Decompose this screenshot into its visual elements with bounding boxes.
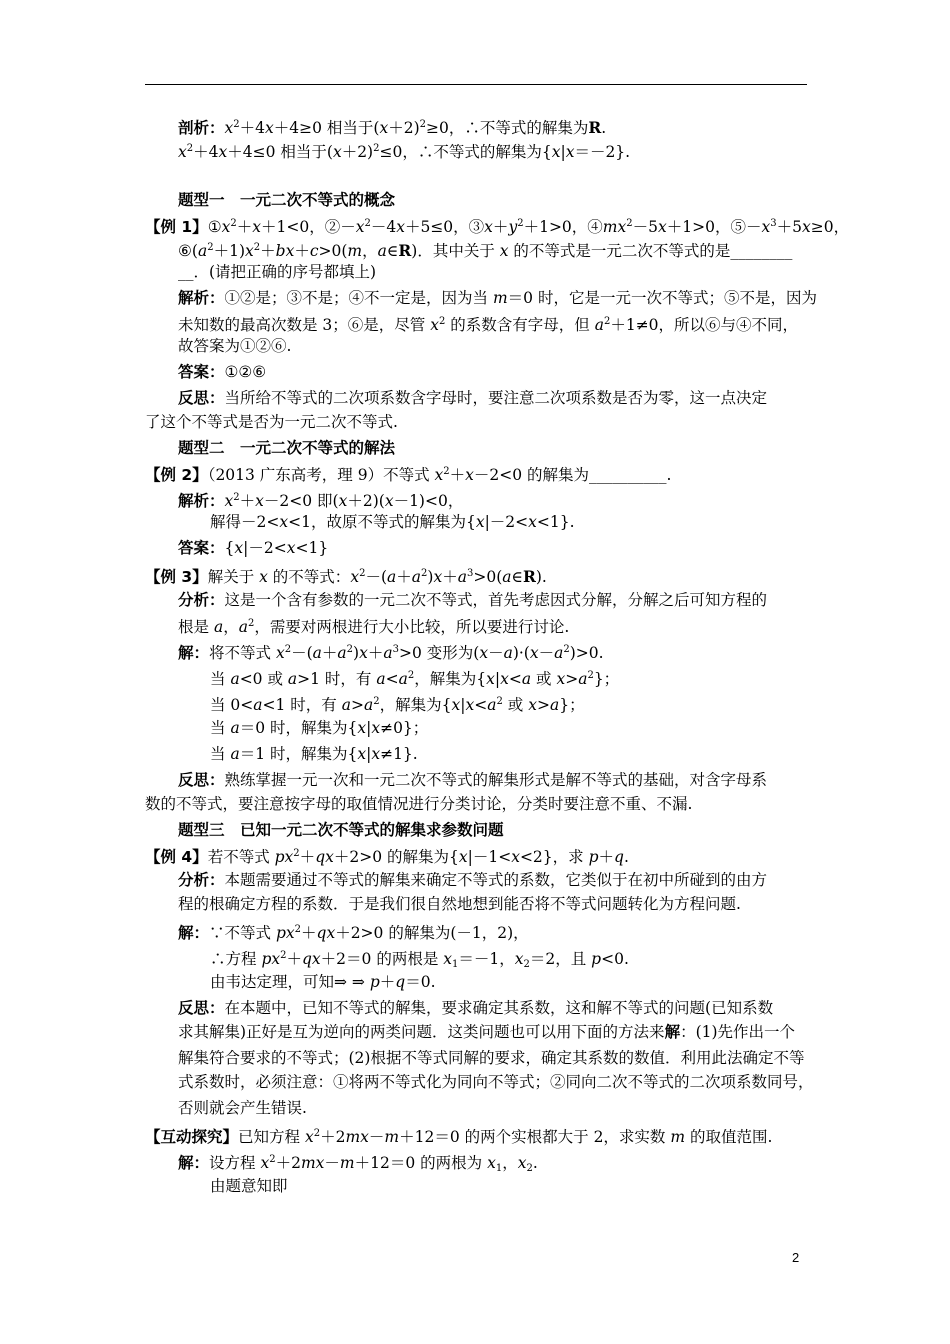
text-line: 剖析：$x^2+4x+4\ge 0$ 相当于$(x+2)^2\ge 0$，∴不等式的解集为R. (178, 118, 607, 137)
text-line: 当 a＝1 时，解集为{x|x≠1}. (210, 745, 418, 763)
text-line: 解：∵不等式 $px^2+qx+2>0$ 的解集为(－1，2)， (178, 924, 529, 942)
text-line: 【例 2】（2013 广东高考，理 9）不等式 $x^2+x-2<0$ 的解集为__________. (145, 466, 672, 484)
text-line: 分析：本题需要通过不等式的解集来确定不等式的系数，它类似于在初中所碰到的由方 (178, 871, 768, 889)
text-line: ∴方程 $px^2+qx+2=0$ 的两根是 $x_1=-1$，$x_2=2$，且 p<0. (210, 950, 629, 970)
text-line: 【互动探究】已知方程 $x^2+2mx-m+12=0$ 的两个实根都大于 2，求实数 m 的取值范围. (145, 1128, 773, 1146)
text-line: 式系数时，必须注意：①将两不等式化为同向不等式；②同向二次不等式的二次项系数同号， (178, 1073, 814, 1091)
text-line: 故答案为①②⑥. (178, 337, 292, 355)
text-line: 当 a<0 或 a>1 时，有 $a<a^2$，解集为{x|x<a 或 $x>a^2$}； (210, 670, 620, 688)
text-line: 未知数的最高次数是 3；⑥是，尽管 $x^2$ 的系数含有字母，但 $a^2+1\ne 0$，所以⑥与④不同， (178, 316, 799, 334)
text-line: 题型一 一元二次不等式的概念 (178, 191, 396, 209)
text-line: 【例 3】解关于 x 的不等式：$x^2-(a+a^2)x+a^3>0(a\in R)$. (145, 567, 547, 586)
text-line: 由题意知即 (210, 1177, 288, 1195)
text-line: 解：将不等式 $x^2-(a+a^2)x+a^3>0$ 变形为$(x-a)\cdot(x-a^2)>0$. (178, 644, 604, 662)
text-line: 解析：$x^2+x-2<0$ 即(x＋2)(x－1)<0， (178, 492, 464, 510)
text-line: 分析：这是一个含有参数的一元二次不等式，首先考虑因式分解，分解之后可知方程的 (178, 591, 768, 609)
text-line: 答案：{x|－2<x<1} (178, 539, 329, 557)
text-line: $x^2+4x+4\le 0$ 相当于$(x+2)^2\le 0$，∴不等式的解集为{x|x＝－2}. (178, 143, 631, 161)
text-line: 【例 4】若不等式 $px^2+qx+2>0$ 的解集为{x|－1<x<2}，求 p＋q. (145, 848, 629, 866)
text-line: 答案：①②⑥ (178, 363, 267, 381)
text-line: 了这个不等式是否为一元二次不等式. (145, 413, 398, 431)
text-line: 解得－2<x<1，故原不等式的解集为{x|－2<x<1}. (210, 513, 575, 531)
text-line: 根是 a，$a^2$，需要对两根进行大小比较，所以要进行讨论. (178, 618, 570, 636)
text-line: 当 a＝0 时，解集为{x|x≠0}； (210, 719, 429, 737)
text-line: 题型二 一元二次不等式的解法 (178, 439, 396, 457)
text-line: 反思：当所给不等式的二次项系数含字母时，要注意二次项系数是否为零，这一点决定 (178, 389, 768, 407)
text-line: __．(请把正确的序号都填上) (178, 263, 377, 281)
text-line: 由韦达定理，可知⇒ ⇒ p＋q＝0. (210, 973, 436, 991)
text-line: 反思：熟练掌握一元一次和一元二次不等式的解集形式是解不等式的基础，对含字母系 (178, 771, 768, 789)
text-line: 否则就会产生错误. (178, 1099, 307, 1117)
text-line: $⑥(a^2+1)x^2+bx+c>0(m$，a∈R)．其中关于 x 的不等式是一元二次不等式的是________ (178, 241, 793, 260)
text-line: 反思：在本题中，已知不等式的解集，要求确定其系数，这和解不等式的问题(已知系数 (178, 999, 774, 1017)
header-rule (145, 84, 807, 85)
text-line: 解：设方程 $x^2+2mx-m+12=0$ 的两根为 $x_1$，$x_2$. (178, 1154, 538, 1174)
text-line: 解集符合要求的不等式；(2)根据不等式同解的要求，确定其系数的数值．利用此法确定不等 (178, 1049, 805, 1067)
text-line: 程的根确定方程的系数．于是我们很自然地想到能否将不等式问题转化为方程问题. (178, 895, 741, 913)
text-line: 题型三 已知一元二次不等式的解集求参数问题 (178, 821, 504, 839)
text-line: 当 0<a<1 时，有 $a>a^2$，解集为{$x|x<a^2$ 或 x>a}； (210, 696, 585, 714)
page-number: 2 (792, 1250, 800, 1265)
text-line: 解析：①②是；③不是；④不一定是，因为当 m＝0 时，它是一元一次不等式；⑤不是，因为 (178, 289, 817, 307)
text-line: 数的不等式，要注意按字母的取值情况进行分类讨论，分类时要注意不重、不漏. (145, 795, 693, 813)
text-line: 求其解集)正好是互为逆向的两类问题．这类问题也可以用下面的方法来解：(1)先作出一个 (178, 1022, 796, 1041)
text-line: 【例 1】$①x^2+x+1<0$，$②-x^2-4x+5\le 0$，$③x+y^2+1>0$，$④mx^2-5x+1>0$，$⑤-x^3+5x\ge 0$， (145, 218, 850, 236)
